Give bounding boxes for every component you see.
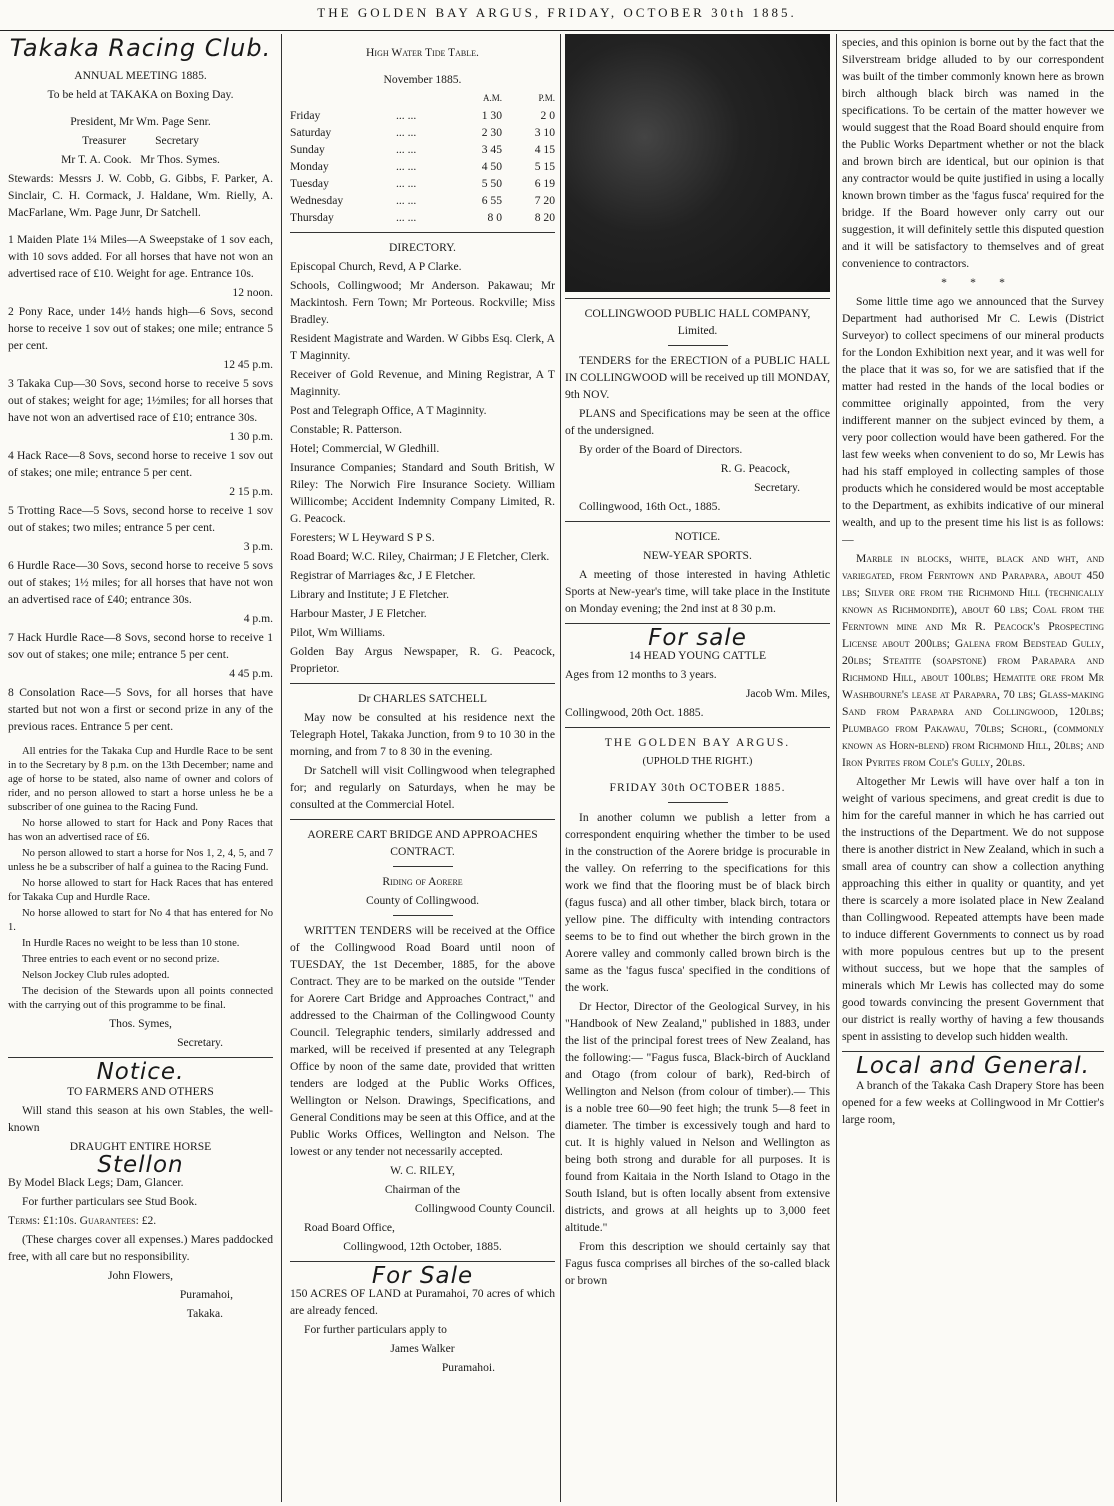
bridge-office: Road Board Office, — [304, 1221, 395, 1234]
rule-item: No horse allowed to start for Hack and Pony Races that has won an advertised race of £6. — [8, 818, 273, 843]
doctor-body: Dr Satchell will visit Collingwood when telegraphed for; and regularly on Saturdays, when he may be consulted at the Commercial Hotel. — [290, 764, 555, 811]
signature-name: Thos. Symes, — [109, 1017, 172, 1030]
table-cell: Saturday — [290, 126, 332, 139]
table-cell: Tuesday — [290, 177, 329, 190]
article-paragraph: species, and this opinion is borne out by the fact that the Silverstream bridge alluded to by our correspondent was built of the timber commonly known here as brown birch although black birch was named in the specifications. To be certain of the matter however we would suggest that the Road Board should enquire from the Public Works Department whether or not the black and brown birch are identical, but our opinion is that any contractor would be quite justified in using a locally known brown timber as the 'fagus fusca' required for the bridge. If the Board however only carry out our suggestion, it will definitely settle this disputed question and it will be satisfactory to themselves and of great convenience to contractors. — [842, 36, 1104, 270]
directory-list — [290, 258, 555, 677]
list-item: Library and Institute; J E Fletcher. — [290, 588, 450, 601]
race-time: 2 15 p.m. — [229, 485, 273, 498]
table-cell: Thursday — [290, 211, 334, 224]
cattle-date: Collingwood, 20th Oct. 1885. — [565, 706, 704, 719]
column-2 — [290, 34, 555, 1502]
horse-type: DRAUGHT ENTIRE HORSE — [69, 1140, 212, 1153]
race-entry: 1 Maiden Plate 1¼ Miles—A Sweepstake of 1 sov each, with 10 sovs added. For all horses that have not won an advertised race of £10. Weight for age. Entrance 10s. — [8, 233, 273, 280]
table-cell: 6 55 — [481, 194, 502, 207]
notice-subtitle: TO FARMERS AND OTHERS — [67, 1085, 214, 1098]
article-paragraph: A branch of the Takaka Cash Drapery Store has been opened for a few weeks at Collingwood in Mr Cottier's large room, — [842, 1079, 1104, 1126]
owner-place: Puramahoi, — [179, 1288, 233, 1301]
article-paragraph: Altogether Mr Lewis will have over half a ton in weight of various specimens, and great credit is due to him for the careful manner in which he has carried out the instructions of the Department. We do not suppose there is another district in New Zealand, which in such a small area of country can show a collection anything approaching this either in quality or quantity, and yet there is scarcely a more isolated place in New Zealand than Collingwood. Repeated attempts have been made to induce different Governments to connect us by road with more populous centres but up to the present without success, but we hope that the samples of minerals which Mr Lewis has collected may do some good towards convincing the present Government that our district is really worthy of having a few thousands spent in assisting to develop such hidden wealth. — [842, 775, 1104, 1043]
divider — [842, 1051, 1104, 1052]
list-item: Harbour Master, J E Fletcher. — [290, 607, 427, 620]
table-cell: ... ... — [396, 211, 417, 224]
race-list — [8, 231, 273, 735]
divider — [393, 866, 453, 867]
tide-month: November 1885. — [383, 73, 462, 86]
table-cell: 1 30 — [481, 109, 502, 122]
table-cell: Sunday — [290, 143, 325, 156]
list-item: Receiver of Gold Revenue, and Mining Registrar, A T Maginnity. — [290, 368, 555, 398]
bridge-role: Chairman of the — [384, 1183, 461, 1196]
for-sale-place: Puramahoi. — [441, 1361, 495, 1374]
rule-item: All entries for the Takaka Cup and Hurdle Race to be sent in to the Secretary by 8 p.m. on the 13th December; name and age of horse to be stated, also name of owner and colors of rider, and no person allowed to start a horse unless he be a subscriber of one guinea to the Racing Fund. — [8, 746, 273, 813]
table-cell: 2 30 — [481, 126, 502, 139]
for-sale-name: James Walker — [390, 1342, 455, 1355]
rule-item: No horse allowed to start for No 4 that has entered for No 1. — [8, 908, 273, 933]
signature-role: Secretary. — [177, 1036, 223, 1049]
meeting-heading: ANNUAL MEETING 1885. — [74, 69, 207, 82]
meeting-venue: To be held at TAKAKA on Boxing Day. — [47, 88, 234, 101]
cattle-owner: Jacob Wm. Miles, — [745, 687, 830, 700]
divider — [8, 1057, 273, 1058]
table-cell: ... ... — [396, 143, 417, 156]
table-cell: Monday — [290, 160, 329, 173]
table-cell: 2 0 — [540, 109, 555, 122]
divider — [393, 915, 453, 916]
for-sale-title: For sale — [648, 625, 747, 651]
table-cell: ... ... — [396, 194, 417, 207]
divider — [565, 298, 830, 299]
rule-item: Nelson Jockey Club rules adopted. — [22, 970, 170, 981]
paper-motto: (UPHOLD THE RIGHT.) — [642, 756, 753, 767]
cattle-age: Ages from 12 months to 3 years. — [565, 668, 717, 681]
table-cell: 4 15 — [534, 143, 555, 156]
race-entry: 8 Consolation Race—5 Sovs, for all horses that have started but not won a first or second prize in any of the previous races. Entrance 5 per cent. — [8, 686, 273, 733]
list-item: Foresters; W L Heyward S P S. — [290, 531, 435, 544]
divider — [668, 345, 728, 346]
hall-body: PLANS and Specifications may be seen at the office of the undersigned. — [565, 407, 830, 437]
list-item: Hotel; Commercial, W Gledhill. — [290, 442, 440, 455]
terms: Terms: £1:10s. Guarantees: £2. — [8, 1214, 157, 1227]
race-time: 12 noon. — [232, 286, 273, 299]
rule-item: In Hurdle Races no weight to be less than 10 stone. — [22, 938, 240, 949]
paper-date: FRIDAY 30th OCTOBER 1885. — [609, 781, 786, 794]
president: President, Mr Wm. Page Senr. — [70, 115, 211, 128]
list-item: Road Board; W.C. Riley, Chairman; J E Fletcher, Clerk. — [290, 550, 550, 563]
hall-signature: R. G. Peacock, — [720, 462, 790, 475]
article-paragraph: In another column we publish a letter from a correspondent enquiring whether the timber to be used in the construction of the Aorere bridge is procurable in the valley. On referring to the specifications for this work we find that the flooring must be of black birch (fagus fusca) and all other timber, black birch, totara or yellow pine. The difficulty with intending contractors seems to be to find out whether the birch grown in the Aorere valley and commonly called brown birch is the same as the 'fagus fusca' specified in the conditions of the work. — [565, 811, 830, 994]
table-row — [290, 209, 555, 226]
article-paragraph: From this description we should certainly say that Fagus fusca comprises all birches of the so-called black or brown — [565, 1240, 830, 1287]
race-entry: 2 Pony Race, under 14½ hands high—6 Sovs, second horse to receive 1 sov out of stakes; one mile; entrance 5 per cent. — [8, 305, 273, 352]
table-cell — [290, 90, 396, 107]
table-cell: P.M. — [538, 93, 555, 103]
list-item: Resident Magistrate and Warden. W Gibbs Esq. Clerk, A T Maginnity. — [290, 332, 555, 362]
list-item: Pilot, Wm Williams. — [290, 626, 386, 639]
doctor-body: May now be consulted at his residence next the Telegraph Hotel, Takaka Junction, from 9 to 10 30 in the morning, and from 7 to 8 30 in the evening. — [290, 711, 555, 758]
dark-image — [565, 34, 830, 292]
table-cell: Wednesday — [290, 194, 344, 207]
table-cell: 8 20 — [534, 211, 555, 224]
table-cell: A.M. — [482, 93, 502, 103]
table-row — [290, 158, 555, 175]
list-item: Constable; R. Patterson. — [290, 423, 403, 436]
masthead: THE GOLDEN BAY ARGUS, FRIDAY, OCTOBER 30th 1885. — [0, 0, 1114, 31]
charges: (These charges cover all expenses.) Mares paddocked free, with all care but no responsibility. — [8, 1233, 273, 1263]
divider — [565, 521, 830, 522]
bridge-signature: W. C. RILEY, — [390, 1164, 455, 1177]
table-row — [290, 175, 555, 192]
race-entry: 4 Hack Race—8 Sovs, second horse to receive 1 sov out of stakes; one mile; entrance 5 per cent. — [8, 449, 273, 479]
rule-item: The decision of the Stewards upon all points connected with the carrying out of this programme to be final. — [8, 986, 273, 1011]
column-rule — [281, 34, 282, 1502]
for-sale-body: 150 ACRES OF LAND at Puramahoi, 70 acres of which are already fenced. — [290, 1287, 555, 1317]
race-entry: 5 Trotting Race—5 Sovs, second horse to receive 1 sov out of stakes; two miles; entrance 5 per cent. — [8, 504, 273, 534]
table-cell: 3 45 — [481, 143, 502, 156]
bridge-title: AORERE CART BRIDGE AND APPROACHES CONTRACT. — [307, 828, 538, 858]
list-item: Schools, Collingwood; Mr Anderson. Pakawau; Mr Mackintosh. Fern Town; Mr Porteous. Rockville; Miss Bradley. — [290, 279, 555, 326]
notice-body: Will stand this season at his own Stables, the well-known — [8, 1104, 273, 1134]
ny-subtitle: NEW-YEAR SPORTS. — [643, 549, 752, 562]
tide-table — [290, 90, 555, 226]
divider — [565, 727, 830, 728]
for-sale-title: For Sale — [371, 1263, 474, 1289]
pedigree: By Model Black Legs; Dam, Glancer. — [8, 1176, 184, 1189]
race-time: 4 p.m. — [243, 612, 273, 625]
rule-item: No horse allowed to start for Hack Races that has entered for Takaka Cup and Hurdle Race. — [8, 878, 273, 903]
divider — [565, 623, 830, 624]
hall-body: By order of the Board of Directors. — [579, 443, 743, 456]
table-row — [290, 124, 555, 141]
divider — [668, 802, 728, 803]
paper-title: THE GOLDEN BAY ARGUS. — [604, 736, 791, 749]
table-cell: ... ... — [396, 160, 417, 173]
race-time: 4 45 p.m. — [229, 667, 273, 680]
race-time: 1 30 p.m. — [229, 430, 273, 443]
stewards: Stewards: Messrs J. W. Cobb, G. Gibbs, F. Parker, A. Sinclair, C. H. Cormack, J. Haldane, Wm. Rielly, A. MacFarlane, Wm. Page Junr, Dr Satchell. — [8, 172, 273, 219]
directory-title: DIRECTORY. — [389, 241, 456, 254]
table-cell: ... ... — [396, 126, 417, 139]
racing-club-title: Takaka Racing Club. — [9, 34, 272, 62]
divider — [290, 683, 555, 684]
particulars: For further particulars see Stud Book. — [22, 1195, 198, 1208]
bridge-county: County of Collingwood. — [365, 894, 480, 907]
race-time: 3 p.m. — [243, 540, 273, 553]
race-entry: 3 Takaka Cup—30 Sovs, second horse to receive 5 sovs out of stakes; weight for age; 1½miles; for all horses that have not won an advertised race of £10; entrance 30s. — [8, 377, 273, 424]
table-cell: 5 50 — [481, 177, 502, 190]
column-rule — [560, 34, 561, 1502]
list-item: Post and Telegraph Office, A T Maginnity. — [290, 404, 487, 417]
list-item: Golden Bay Argus Newspaper, R. G. Peacock, Proprietor. — [290, 645, 555, 675]
for-sale-body: For further particulars apply to — [304, 1323, 447, 1336]
table-cell: 6 19 — [534, 177, 555, 190]
bridge-riding: Riding of Aorere — [382, 875, 463, 888]
table-row — [290, 141, 555, 158]
column-3 — [565, 34, 830, 1502]
ny-title: NOTICE. — [674, 530, 721, 543]
race-time: 12 45 p.m. — [223, 358, 273, 371]
hall-role: Secretary. — [754, 481, 800, 494]
notice-title: Notice. — [96, 1059, 185, 1085]
race-rules — [8, 745, 273, 1013]
tide-title: High Water Tide Table. — [366, 46, 479, 59]
rule-item: No person allowed to start a horse for Nos 1, 2, 4, 5, and 7 unless he be a subscriber of half a guinea to the Racing Fund. — [8, 848, 273, 873]
divider — [290, 232, 555, 233]
table-row — [290, 192, 555, 209]
column-1 — [8, 34, 273, 1502]
divider — [290, 819, 555, 820]
hall-body: TENDERS for the ERECTION of a PUBLIC HALL IN COLLINGWOOD will be received up till MONDAY, 9th NOV. — [565, 354, 830, 401]
bridge-role: Collingwood County Council. — [414, 1202, 555, 1215]
table-cell: 4 50 — [481, 160, 502, 173]
race-entry: 6 Hurdle Race—30 Sovs, second horse to receive 5 sovs out of stakes; 1½ miles; for all horses that have not won an advertised race of £40; entrance 30s. — [8, 559, 273, 606]
table-cell: 5 15 — [534, 160, 555, 173]
officer-names: Mr T. A. Cook. Mr Thos. Symes. — [61, 153, 220, 166]
column-rule — [836, 34, 837, 1502]
cattle-heading: 14 HEAD YOUNG CATTLE — [628, 649, 767, 662]
list-item: Insurance Companies; Standard and South British, W Riley: The Norwich Fire Insurance Society. William Willicombe; Accident Indemnity Company Limited, R. G. Peacock. — [290, 461, 555, 525]
table-cell: ... ... — [396, 177, 417, 190]
divider — [290, 1261, 555, 1262]
ny-body: A meeting of those interested in having Athletic Sports at New-year's time, will take place in the Institute on Monday evening; the 2nd inst at 8 30 p.m. — [565, 568, 830, 615]
local-general-title: Local and General. — [856, 1053, 1090, 1079]
column-4 — [842, 34, 1104, 1502]
bridge-date: Collingwood, 12th October, 1885. — [343, 1240, 502, 1253]
owner-name: John Flowers, — [107, 1269, 174, 1282]
officer-titles: Treasurer Secretary — [82, 134, 199, 147]
table-row — [290, 90, 555, 107]
race-entry: 7 Hack Hurdle Race—8 Sovs, second horse to receive 1 sov out of stakes; one mile; entrance 5 per cent. — [8, 631, 273, 661]
article-paragraph: Dr Hector, Director of the Geological Survey, in his "Handbook of New Zealand," published in 1883, under the list of the principal forest trees of New Zealand, has the following:— "Fagus fusca, Black-birch of Auckland and Otago (from colour of bark), Red-birch of Wellington and Nelson (from colour of timber).— This is a noble tree 60—90 feet high; the trunk 5—8 feet in diameter. The timber is excessively tough and hard to cut. It is highly valued in Nelson and Wellington as being both strong and durable for all purposes. It is found from Kaitaia in the North Island to Otago in the South Island, but is often locally absent from extensive districts, and grows at all heights up to 3,000 feet altitude." — [565, 1000, 830, 1234]
bridge-body: WRITTEN TENDERS will be received at the Office of the Collingwood Road Board until noon of TUESDAY, the 1st December, 1885, for the above Contract. They are to be marked on the outside "Tender for Aorere Cart Bridge and Approaches Contract," and addressed to the Chairman of the Collingwood County Council. Telegraphic tenders, similarly addressed and marked, will be received if presented at any Telegraph Office by noon of the same date, provided that written tenders are lodged at the Public Works Offices, Wellington or Nelson. Drawings, Specifications, and General Conditions may be seen at this Office, and at the Public Works Offices, Wellington and Nelson. The lowest or any tender not necessarily accepted. — [290, 924, 555, 1158]
table-cell: 3 10 — [534, 126, 555, 139]
hall-title: COLLINGWOOD PUBLIC HALL COMPANY, Limited. — [584, 307, 811, 337]
list-item: Episcopal Church, Revd, A P Clarke. — [290, 260, 462, 273]
mineral-list: Marble in blocks, white, black and wht, and variegated, from Ferntown and Parapara, about 450 lbs; Silver ore from the Richmond Hill (technically known as Richmondite), about 60 lbs; Coal from the Ferntown mine and Mr R. Peacock's Prospecting License about 200lbs; Galena from Bedstead Gully, 20lbs; Steatite (soapstone) from Parapara and Richmond Hill, about 100lbs; Hematite ore from Mr Washbourne's lease at Parapara, 70 lbs; Glass-making Sand from Parapara and Collingwood, 120lbs; Plumbago from Pakawau, 70lbs; Schorl, (commonly known as Horn-blend) from Richmond Hill, 20lbs; and Iron Pyrites from Cole's Gully, 20lbs. — [842, 552, 1104, 769]
hall-date: Collingwood, 16th Oct., 1885. — [579, 500, 721, 513]
horse-name: Stellon — [97, 1152, 184, 1178]
owner-place: Takaka. — [186, 1307, 223, 1320]
list-item: Registrar of Marriages &c, J E Fletcher. — [290, 569, 476, 582]
table-cell: 7 20 — [534, 194, 555, 207]
table-row — [290, 107, 555, 124]
table-cell: Friday — [290, 109, 321, 122]
table-cell: ... ... — [396, 109, 417, 122]
article-paragraph: Some little time ago we announced that the Survey Department had authorised Mr C. Lewis (District Surveyor) to collect specimens of our mineral products for the London Exhibition next year, and it was well for the place that it was so, for we are satisfied that if the matter had rested in the hands of the local bodies or committee originally appointed, from the very indifferent manner on the subject evinced by them, a very poor collection would have been gathered. For the last few weeks when convenient to do so, Mr Lewis has had his staff employed in collecting samples of those products which he considered would be most acceptable to the Department, as exhibits indicative of our mineral wealth, and up to the present time his list is as follows:— — [842, 295, 1104, 546]
section-stars: * * * — [941, 276, 1005, 289]
table-cell: 8 0 — [487, 211, 502, 224]
rule-item: Three entries to each event or no second prize. — [22, 954, 220, 965]
doctor-title: Dr CHARLES SATCHELL — [358, 692, 487, 705]
